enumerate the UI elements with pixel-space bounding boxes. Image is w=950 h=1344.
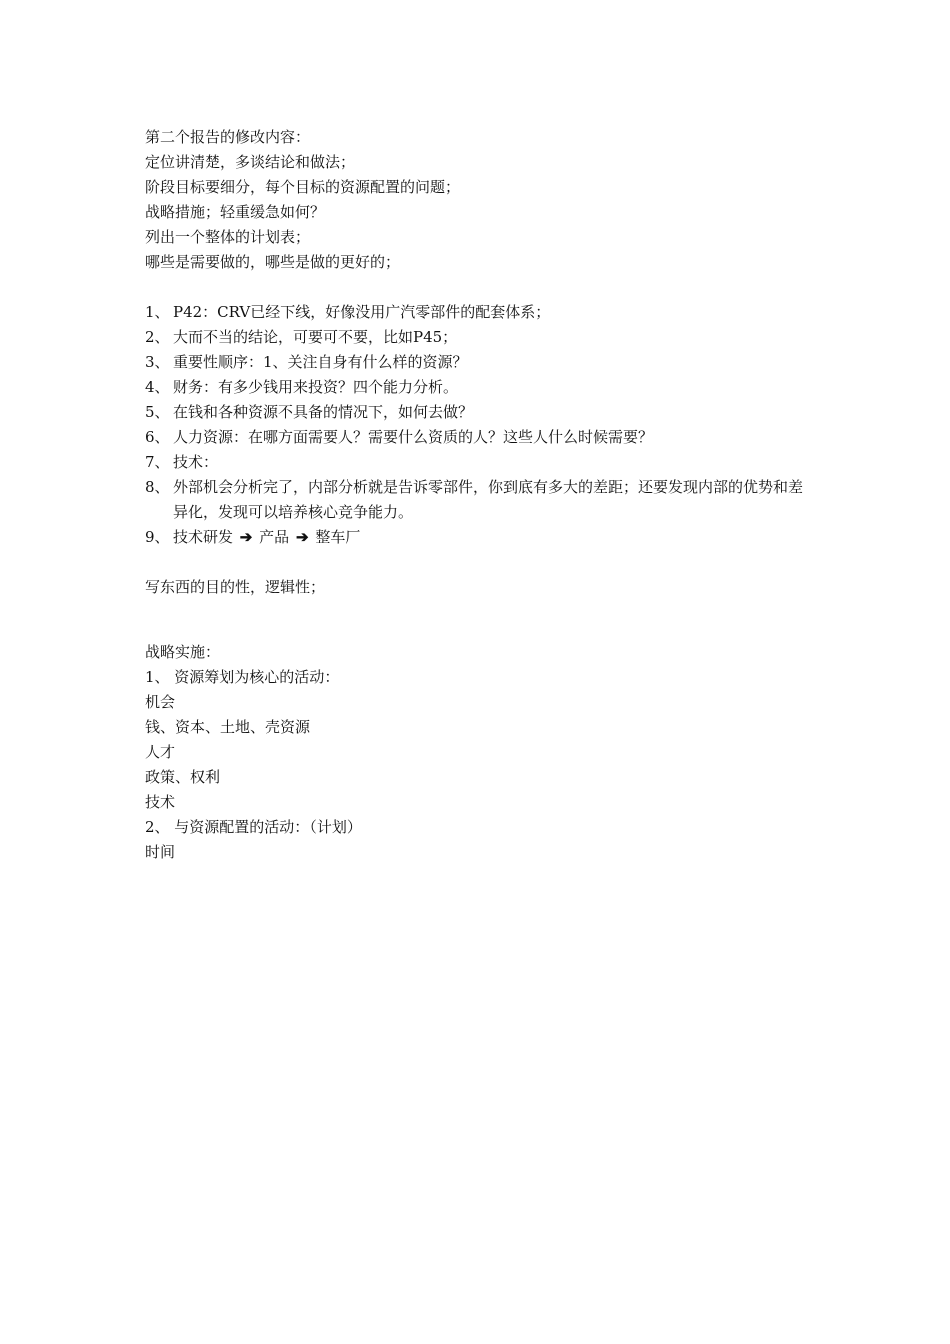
document-page <box>145 125 810 865</box>
item-text: 重要性顺序：1、关注自身有什么样的资源？ <box>173 353 468 371</box>
section2-line: 1、 资源筹划为核心的活动： <box>145 668 340 686</box>
numbered-item-5 <box>145 400 810 425</box>
numbered-item-4 <box>145 375 810 400</box>
item-text: 在钱和各种资源不具备的情况下，如何去做？ <box>173 403 474 421</box>
arrow-right-icon: ➔ <box>295 528 309 546</box>
spacer <box>145 600 810 640</box>
flow-step: 产品 <box>259 528 290 546</box>
item-number: 3、 <box>145 353 170 371</box>
spacer <box>145 550 810 575</box>
item-number: 6、 <box>145 428 170 446</box>
section2-line: 2、 与资源配置的活动：（计划） <box>145 818 362 836</box>
numbered-item-2 <box>145 325 810 350</box>
item-text: 外部机会分析完了，内部分析就是告诉零部件，你到底有多大的差距；还要发现内部的优势和差异化，发现可以培养核心竞争能力。 <box>173 478 804 521</box>
section1-line: 定位讲清楚，多谈结论和做法； <box>145 153 356 171</box>
section1-line: 战略措施；轻重缓急如何？ <box>145 203 326 221</box>
section1-title: 第二个报告的修改内容： <box>145 128 311 146</box>
item-text: 人力资源：在哪方面需要人？需要什么资质的人？这些人什么时候需要？ <box>173 428 654 446</box>
item-number: 4、 <box>145 378 170 396</box>
summary-line: 写东西的目的性，逻辑性； <box>145 578 326 596</box>
numbered-item-3 <box>145 350 810 375</box>
numbered-item-1 <box>145 300 810 325</box>
section2-line: 人才 <box>145 743 176 761</box>
item-text: 财务：有多少钱用来投资？四个能力分析。 <box>173 378 459 396</box>
section2-line: 时间 <box>145 843 176 861</box>
arrow-right-icon: ➔ <box>239 528 253 546</box>
item-text: P42：CRV已经下线，好像没用广汽零部件的配套体系； <box>173 303 551 321</box>
section2-line: 机会 <box>145 693 176 711</box>
section2-line: 钱、资本、土地、壳资源 <box>145 718 311 736</box>
section2-title: 战略实施： <box>145 643 221 661</box>
numbered-item-9 <box>145 525 810 550</box>
item-number: 1、 <box>145 303 170 321</box>
section1-line: 阶段目标要细分，每个目标的资源配置的问题； <box>145 178 461 196</box>
numbered-item-7 <box>145 450 810 475</box>
item-text: 大而不当的结论，可要可不要，比如P45； <box>173 328 458 346</box>
item-number: 2、 <box>145 328 170 346</box>
item-text <box>173 525 810 550</box>
item-number: 7、 <box>145 453 170 471</box>
section2-line: 政策、权利 <box>145 768 221 786</box>
item-text: 技术： <box>173 453 219 471</box>
item-number: 5、 <box>145 403 170 421</box>
section2-line: 技术 <box>145 793 176 811</box>
section1-line: 哪些是需要做的，哪些是做的更好的； <box>145 253 401 271</box>
item-number: 9、 <box>145 528 170 546</box>
flow-step: 整车厂 <box>315 528 361 546</box>
numbered-item-6 <box>145 425 810 450</box>
numbered-item-8 <box>145 475 810 525</box>
flow-step: 技术研发 <box>173 528 234 546</box>
item-number: 8、 <box>145 478 170 496</box>
spacer <box>145 275 810 300</box>
section1-line: 列出一个整体的计划表； <box>145 228 311 246</box>
